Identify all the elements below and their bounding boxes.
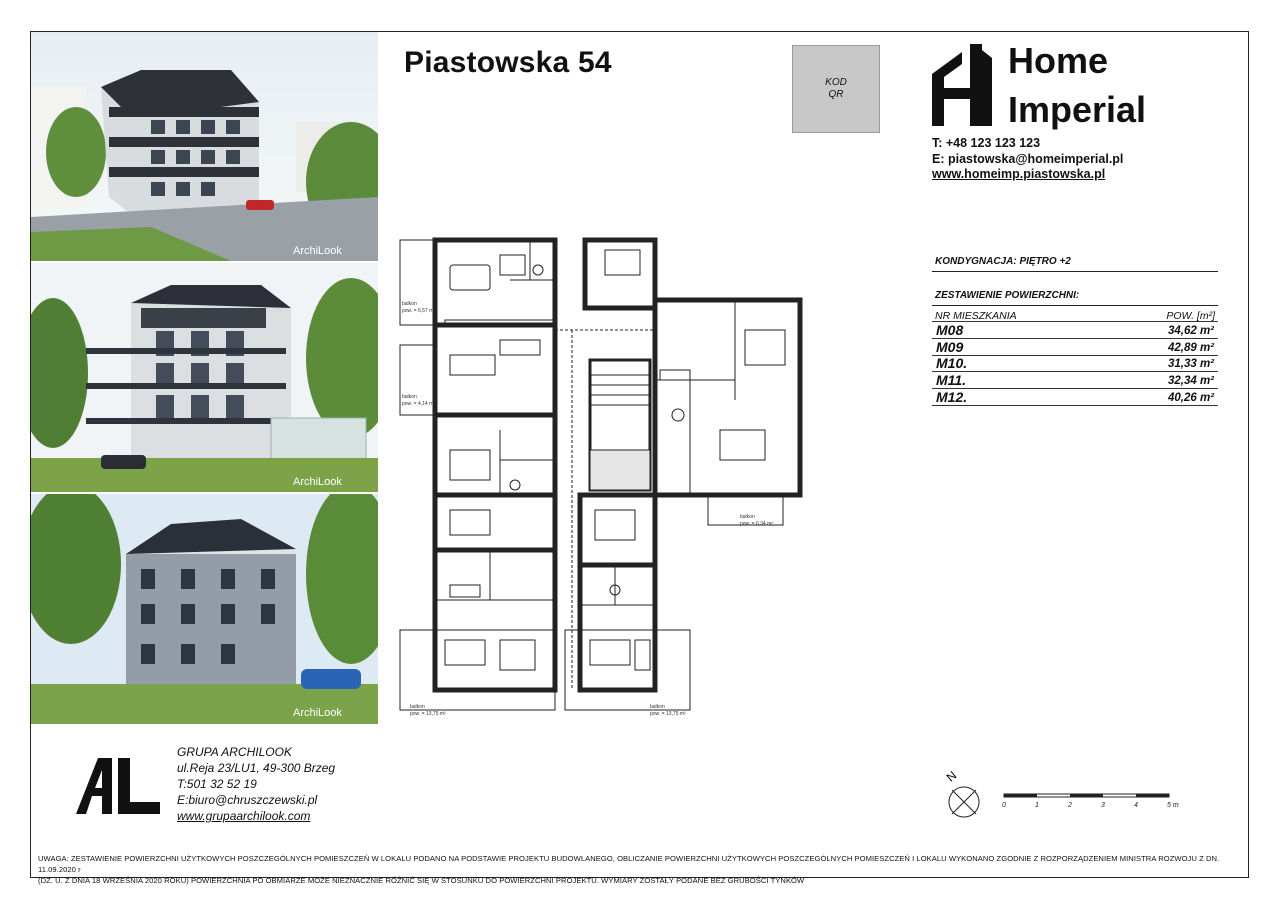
table-row[interactable] xyxy=(932,356,1218,373)
architect-phone: T:501 32 52 19 xyxy=(177,777,257,791)
archilook-logo-icon xyxy=(76,758,164,814)
unit-area: 31,33 m² xyxy=(1167,358,1214,371)
balcony-label: balkon xyxy=(740,514,755,520)
unit-number: M08 xyxy=(936,321,964,338)
contact-email[interactable]: E: piastowska@homeimperial.pl xyxy=(932,152,1124,166)
table-row[interactable] xyxy=(932,389,1218,406)
render-image-2 xyxy=(31,263,378,492)
scale-tick: 2 xyxy=(1068,802,1072,809)
scale-tick: 3 xyxy=(1101,802,1105,809)
divider xyxy=(932,271,1218,272)
unit-number: M11. xyxy=(936,372,967,389)
unit-number: M10. xyxy=(936,355,968,372)
north-label: N xyxy=(944,768,960,785)
render-image-1 xyxy=(31,32,378,261)
balcony-area: pow. = 4,14 m² xyxy=(402,401,435,407)
scale-tick: 4 xyxy=(1134,802,1138,809)
unit-number: M12. xyxy=(936,388,968,405)
page-title: Piastowska 54 xyxy=(404,46,612,79)
floor-plan-drawing xyxy=(390,220,820,730)
brand-name-line2: Imperial xyxy=(1008,89,1147,130)
unit-number: M09 xyxy=(936,338,964,355)
qr-code-placeholder[interactable] xyxy=(792,45,880,133)
render-image-3 xyxy=(31,494,378,724)
architect-address: ul.Reja 23/LU1, 49-300 Brzeg xyxy=(177,761,336,775)
balcony-area: pow. = 6,34 m² xyxy=(740,521,773,527)
scale-bar xyxy=(1000,793,1190,813)
balcony-area: pow. = 13,75 m² xyxy=(650,711,686,717)
contact-phone: T: +48 123 123 123 xyxy=(932,136,1041,150)
table-row[interactable] xyxy=(932,339,1218,356)
table-row[interactable] xyxy=(932,321,1218,339)
disclaimer-note xyxy=(38,853,1248,886)
architect-info xyxy=(177,744,335,824)
unit-area: 42,89 m² xyxy=(1167,341,1214,354)
architect-website-link[interactable]: www.grupaarchilook.com xyxy=(177,809,311,823)
col-unit-number: NR MIESZKANIA xyxy=(935,310,1017,322)
architect-email[interactable]: E:biuro@chruszczewski.pl xyxy=(177,793,318,807)
balcony-area: pow. = 6,57 m² xyxy=(402,308,435,314)
floor-label: KONDYGNACJA: PIĘTRO +2 xyxy=(935,256,1071,267)
qr-label-2: QR xyxy=(828,89,844,100)
unit-area: 32,34 m² xyxy=(1167,375,1214,388)
contact-website-link[interactable]: www.homeimp.piastowska.pl xyxy=(932,167,1106,181)
table-row[interactable] xyxy=(932,372,1218,389)
summary-label: ZESTAWIENIE POWIERZCHNI: xyxy=(935,290,1080,301)
brand-name-line1: Home xyxy=(1008,40,1109,81)
qr-label-1: KOD xyxy=(825,77,847,88)
scale-tick: 5 m xyxy=(1167,802,1179,809)
render-watermark-1: ArchiLook xyxy=(293,245,342,257)
scale-tick: 1 xyxy=(1035,802,1039,809)
disclaimer-line-1: UWAGA: ZESTAWIENIE POWIERZCHNI UŻYTKOWYCH POSZCZEGÓLNYCH POMIESZCZEŃ W LOKALU PODANO NA PODSTAWIE PROJEKTU BUDOWLANEGO, OBLICZANIE POWIERZCHNI UŻYTKOWYCH POSZCZEGÓLNYCH POMIESZCZEŃ I LOKALU WYKONANO ZGODNIE Z ROZPORZĄDZENIEM MINISTRA ROZWOJU Z DN. 11.09.2020 r xyxy=(38,854,1220,874)
architect-name: GRUPA ARCHILOOK xyxy=(177,745,292,759)
north-arrow-icon xyxy=(944,768,984,824)
render-watermark-3: ArchiLook xyxy=(293,707,342,719)
balcony-label: balkon xyxy=(650,704,665,710)
unit-area: 34,62 m² xyxy=(1167,324,1214,337)
area-table xyxy=(932,321,1218,406)
balcony-area: pow. = 13,75 m² xyxy=(410,711,446,717)
scale-tick: 0 xyxy=(1002,802,1006,809)
col-area: POW. [m²] xyxy=(1166,310,1215,322)
home-imperial-logo-icon xyxy=(932,44,996,126)
render-watermark-2: ArchiLook xyxy=(293,476,342,488)
unit-area: 40,26 m² xyxy=(1167,391,1214,404)
divider xyxy=(932,305,1218,306)
balcony-label: balkon xyxy=(410,704,425,710)
balcony-label: balkon xyxy=(402,301,417,307)
balcony-label: balkon xyxy=(402,394,417,400)
disclaimer-line-2: (DZ. U. Z DNIA 18 WRZEŚNIA 2020 ROKU) POWIERZCHNIA PO OBMIARZE MOŻE NIEZNACZNIE RÓŻNIĆ SIĘ W STOSUNKU DO POWIERZCHNI PROJEKTU. WYMIARY ZOSTAŁY PODANE BEZ GRUBOŚCI TYNKÓW xyxy=(38,876,805,885)
